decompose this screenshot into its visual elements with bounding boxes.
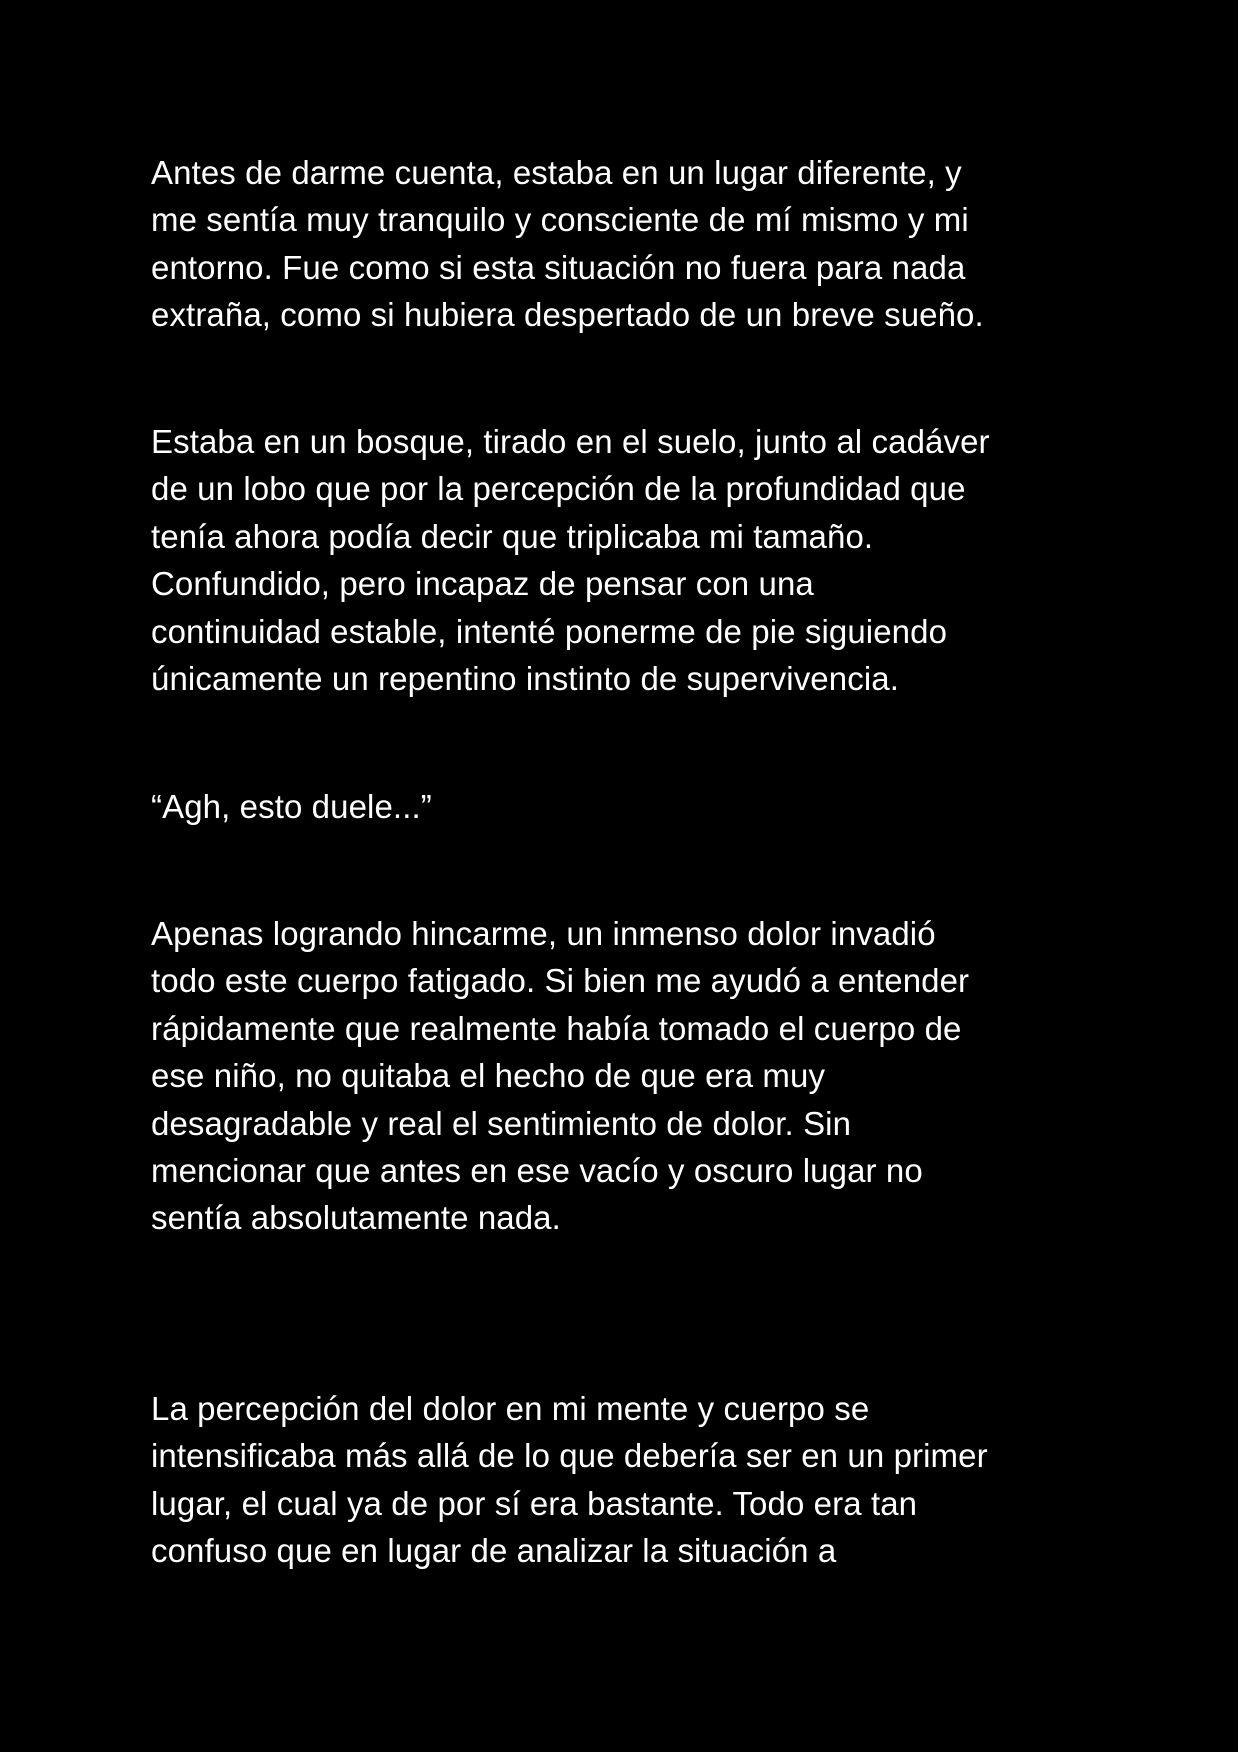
text-line: extraña, como si hubiera despertado de un breve sueño. — [151, 296, 984, 334]
text-line: únicamente un repentino instinto de supervivencia. — [151, 660, 899, 698]
text-line: Confundido, pero incapaz de pensar con una — [151, 565, 814, 603]
text-line: de un lobo que por la percepción de la profundidad que — [151, 470, 966, 508]
text-line: “Agh, esto duele...” — [151, 788, 432, 825]
text-line: tenía ahora podía decir que triplicaba mi tamaño. — [151, 517, 874, 555]
text-line: intensificaba más allá de lo que debería ser en un primer — [151, 1437, 988, 1475]
paragraph-4 — [151, 910, 1111, 1242]
text-line: La percepción del dolor en mi mente y cuerpo se — [151, 1390, 870, 1427]
text-line: todo este cuerpo fatigado. Si bien me ayudó a entender — [151, 962, 970, 1000]
text-line: confuso que en lugar de analizar la situación a — [151, 1532, 837, 1570]
text-line: ese niño, no quitaba el hecho de que era muy — [151, 1057, 826, 1095]
paragraph-1 — [151, 149, 1111, 339]
text-line: desagradable y real el sentimiento de dolor. Sin — [151, 1104, 852, 1142]
text-line: Antes de darme cuenta, estaba en un lugar diferente, y — [151, 154, 962, 191]
text-line: Apenas logrando hincarme, un inmenso dolor invadió — [151, 915, 936, 952]
text-line: sentía absolutamente nada. — [151, 1199, 561, 1237]
dialogue-line — [151, 783, 1111, 830]
text-line: Estaba en un bosque, tirado en el suelo, junto al cadáver — [151, 423, 990, 460]
text-line: entorno. Fue como si esta situación no fuera para nada — [151, 248, 966, 286]
text-line: rápidamente que realmente había tomado el cuerpo de — [151, 1009, 962, 1047]
text-line: lugar, el cual ya de por sí era bastante. Todo era tan — [151, 1484, 918, 1522]
text-line: me sentía muy tranquilo y consciente de mí mismo y mi — [151, 201, 969, 239]
paragraph-2 — [151, 418, 1111, 702]
paragraph-5 — [151, 1385, 1111, 1575]
text-line: mencionar que antes en ese vacío y oscuro lugar no — [151, 1152, 923, 1190]
text-line: continuidad estable, intenté ponerme de pie siguiendo — [151, 612, 948, 650]
